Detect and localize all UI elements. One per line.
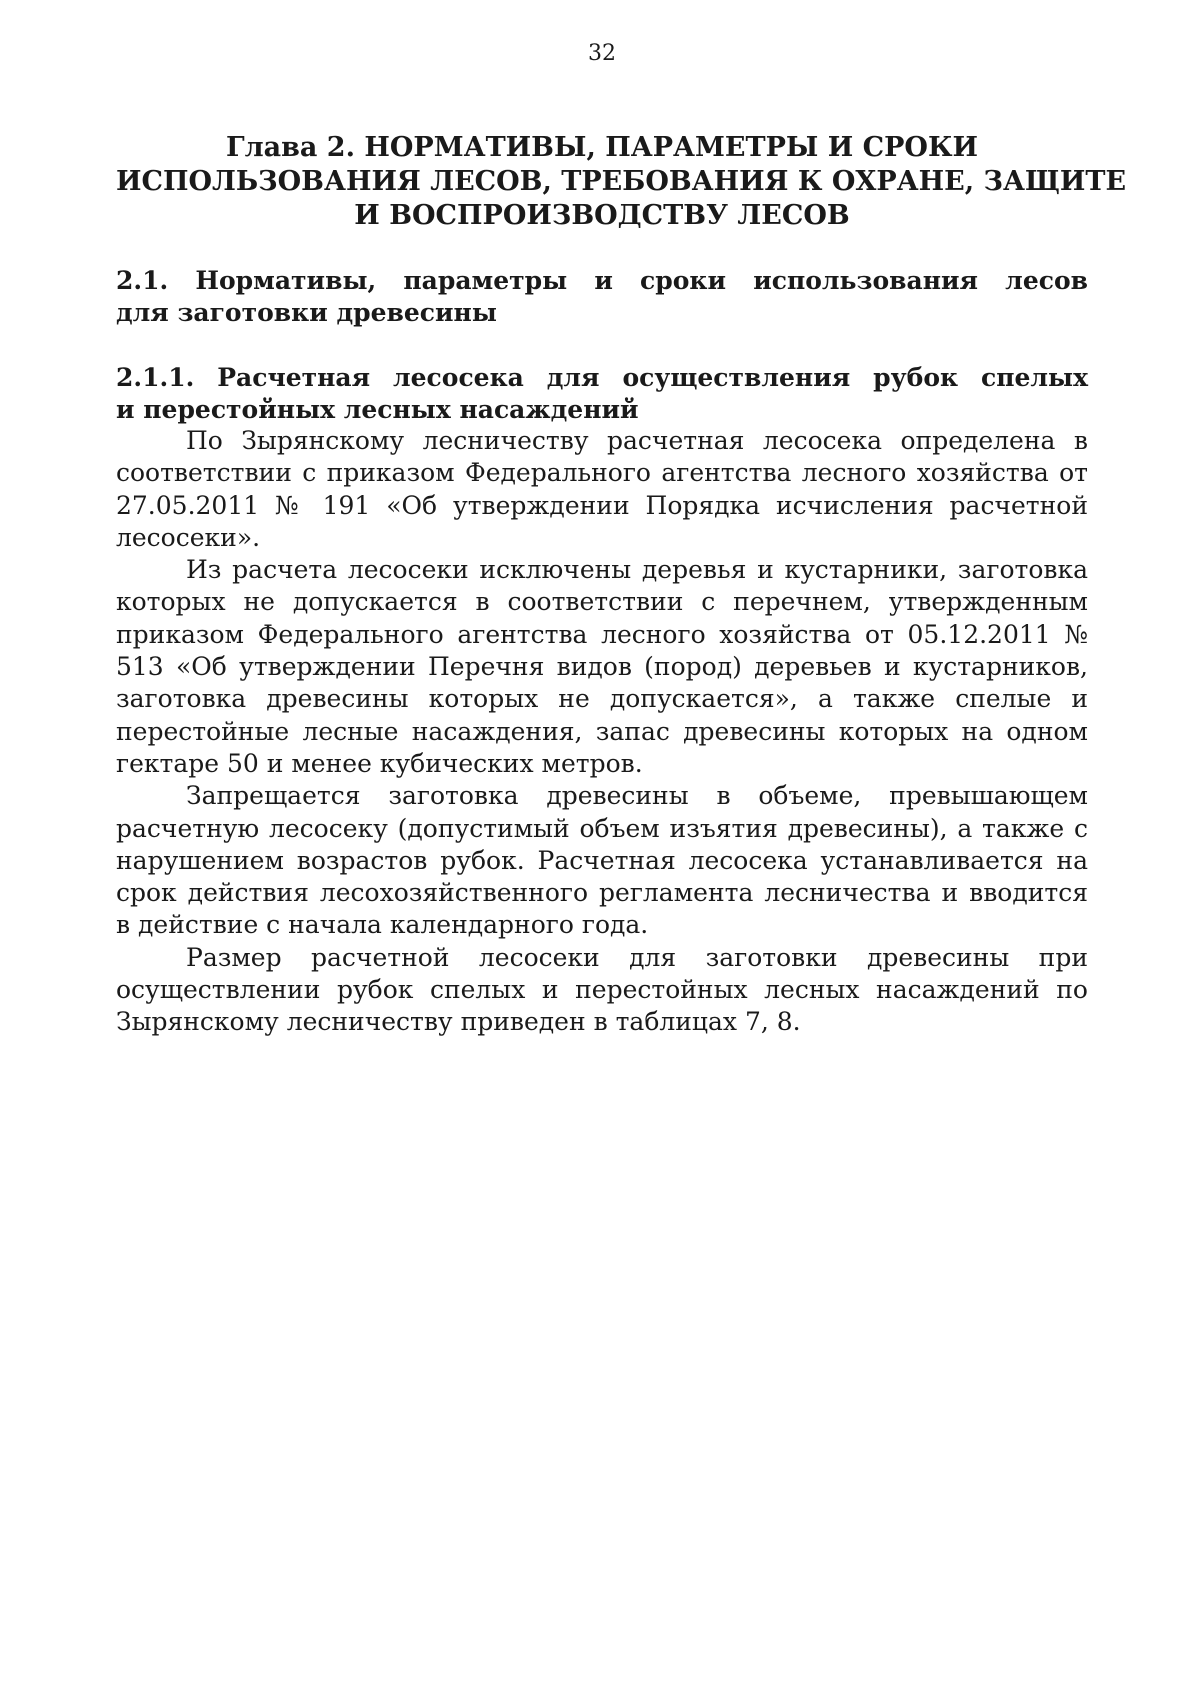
paragraph: По Зырянскому лесничеству расчетная лесосека определена в соответствии с приказом Федерального агентства лесного хозяйства от 27.05.2011 № 191 «Об утверждении Порядка исчисления расчетной лесосеки». <box>116 426 1088 552</box>
page-number: 32 <box>588 41 616 66</box>
chapter-title <box>116 131 1127 233</box>
section-heading-2-1-1-line-2: и перестойных лесных насаждений <box>116 395 639 424</box>
paragraph: Из расчета лесосеки исключены деревья и кустарники, заготовка которых не допускается в соответствии с перечнем, утвержденным приказом Федерального агентства лесного хозяйства от 05.12.2011 № 513 «Об утверждении Перечня видов (пород) деревьев и кустарников, заготовка древесины которых не допускается», а также спелые и перестойные лесные насаждения, запас древесины которых на одном гектаре 50 и менее кубических метров. <box>116 555 1088 778</box>
chapter-title-line-1: Глава 2. НОРМАТИВЫ, ПАРАМЕТРЫ И СРОКИ <box>225 132 979 163</box>
body-text <box>116 425 1088 1039</box>
chapter-title-line-3: И ВОСПРОИЗВОДСТВУ ЛЕСОВ <box>354 200 850 231</box>
section-heading-2-1-line-1: 2.1. Нормативы, параметры и сроки использования лесов <box>116 266 1088 295</box>
paragraph: Размер расчетной лесосеки для заготовки древесины при осуществлении рубок спелых и перестойных лесных насаждений по Зырянскому лесничеству приведен в таблицах 7, 8. <box>116 942 1088 1037</box>
section-heading-2-1-1-line-1: 2.1.1. Расчетная лесосека для осуществления рубок спелых <box>116 363 1088 392</box>
section-heading-2-1-1 <box>116 362 1088 426</box>
section-heading-2-1-line-2: для заготовки древесины <box>116 298 497 327</box>
section-heading-2-1 <box>116 265 1088 329</box>
chapter-title-line-2: ИСПОЛЬЗОВАНИЯ ЛЕСОВ, ТРЕБОВАНИЯ К ОХРАНЕ, ЗАЩИТЕ <box>116 166 1127 197</box>
paragraph: Запрещается заготовка древесины в объеме, превышающем расчетную лесосеку (допустимый объем изъятия древесины), а также с нарушением возрастов рубок. Расчетная лесосека устанавливается на срок действия лесохозяйственного регламента лесничества и вводится в действие с начала календарного года. <box>116 781 1088 940</box>
